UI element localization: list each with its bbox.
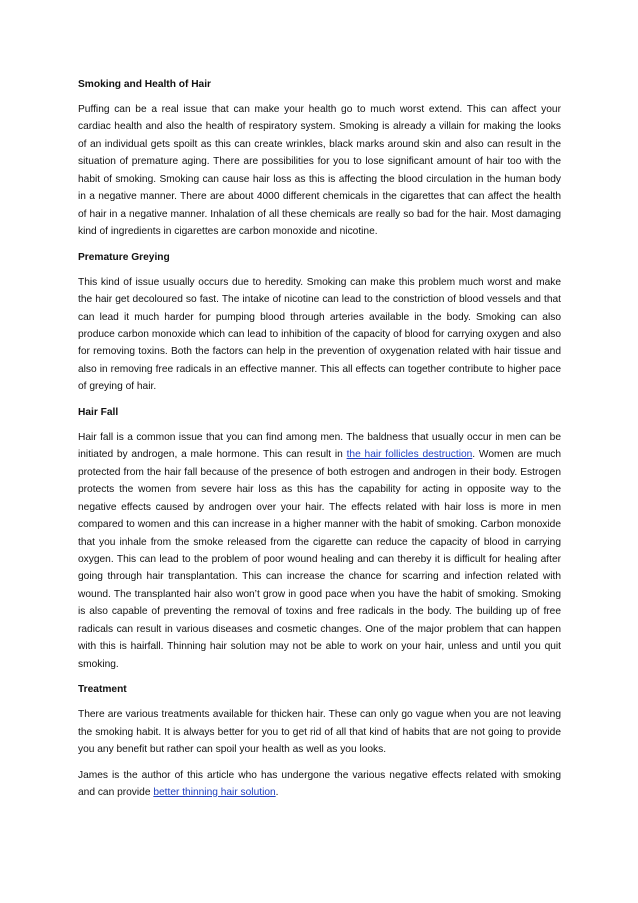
heading-smoking-and-health-of-hair: Smoking and Health of Hair bbox=[78, 79, 212, 90]
hair-fall-text-start: Hair fall is a common issue that you can find among men. The baldness that usually occur in men can be initiated by androgen, a male hormone. This can result in bbox=[78, 431, 561, 461]
heading-hair-fall: Hair Fall bbox=[78, 406, 119, 418]
paragraph-author bbox=[78, 767, 561, 802]
author-text-start: James is the author of this article who has undergone the various negative effects related with smoking and can provide bbox=[78, 769, 561, 798]
paragraph-smoking-and-health: Puffing can be a real issue that can make your health go to much worst extend. This can affect your cardiac health and also the health of respiratory system. Smoking is already a villain for making the looks of an individual gets spoilt as this can create wrinkles, black marks around skin and also can result in the situation of premature aging. There are possibilities for you to lose significant amount of hair too with the habit of smoking. Smoking can cause hair loss as this is affecting the blood circulation in the human body in a negative manner. There are about 4000 different chemicals in the cigarettes that can affect the health of hair in a negative manner. Inhalation of all these chemicals are really so bad for the hair. Most damaging kind of ingredients in cigarettes are carbon monoxide and nicotine. bbox=[78, 104, 561, 238]
hair-fall-text-end: . Women are much protected from the hair fall because of the presence of both estrogen and androgen in their body. Estrogen protects the women from severe hair loss as this has the capability for acting in opposite way to the negative effects caused by androgen over your hair. The effects related with hair loss is more in men compared to women and this can increase in a higher manner with the habit of smoking. Carbon monoxide that you inhale from the smoke released from the cigarette can reduce the capacity of blood in carrying oxygen. This can lead to the problem of poor wound healing and can thereby it is difficult for healing after going through hair transplantation. This can increase the chance for scarring and infection related with wound. The transplanted hair also won’t grow in good pace when you have the habit of smoking. Smoking is also capable of preventing the removal of toxins and free radicals in the body. The building up of free radicals can result in various diseases and cosmetic changes. One of the major problem that can happen with this is hairfall. Thinning hair solution may not be able to work on your hair, unless and until you quit smoking. bbox=[78, 449, 561, 670]
hair-follicles-destruction-link[interactable]: the hair follicles destruction bbox=[346, 449, 473, 461]
paragraph-premature-greying: This kind of issue usually occurs due to heredity. Smoking can make this problem much worst and make the hair get decoloured so fast. The intake of nicotine can lead to the constriction of blood vessels and that can lead it much harder for pumping blood through arteries available in the body. Smoking can also produce carbon monoxide which can lead to inhibition of the capacity of blood for carrying oxygen and also for removing toxins. Both the factors can help in the prevention of oxygenation related with hair tissue and also in removing free radicals in an effective manner. This all effects can together contribute to higher pace of greying of hair. bbox=[78, 276, 561, 393]
heading-premature-greying: Premature Greying bbox=[78, 251, 170, 263]
paragraph-hair-fall bbox=[78, 429, 561, 673]
heading-treatment: Treatment bbox=[78, 684, 127, 696]
paragraph-treatment: There are various treatments available for thicken hair. These can only go vague when you are not leaving the smoking habit. It is always better for you to get rid of all that kind of habits that are not going to provide you any benefit but rather can spoil your health as well as you looks. bbox=[78, 709, 561, 756]
document-page bbox=[78, 76, 561, 809]
author-text-end: . bbox=[275, 786, 279, 798]
better-thinning-hair-solution-link[interactable]: better thinning hair solution bbox=[153, 786, 276, 798]
